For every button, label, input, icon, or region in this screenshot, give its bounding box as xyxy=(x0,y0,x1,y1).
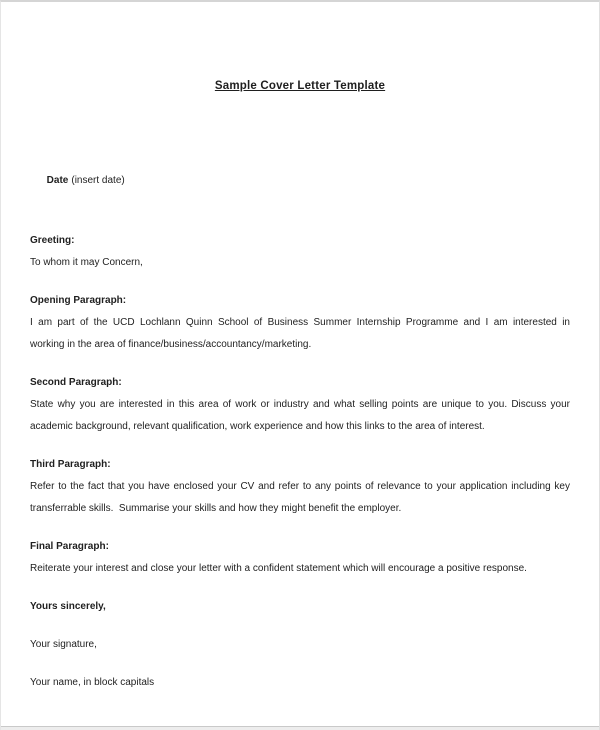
second-paragraph-label: Second Paragraph: xyxy=(30,377,122,388)
second-paragraph-line: State why you are interested in this area of work or industry and what selling points are unique to you. Discuss your xyxy=(30,399,570,410)
date-placeholder: (insert date) xyxy=(71,175,125,186)
third-paragraph-line: Refer to the fact that you have enclosed your CV and refer to any points of relevance to your application including key xyxy=(30,481,570,492)
document-title: Sample Cover Letter Template xyxy=(214,80,386,92)
section-opening-paragraph xyxy=(30,290,570,356)
final-paragraph-label: Final Paragraph: xyxy=(30,541,109,552)
greeting-label: Greeting: xyxy=(30,235,75,246)
closing-name-line: Your name, in block capitals xyxy=(30,677,155,688)
closing-salutation: Yours sincerely, xyxy=(30,601,106,612)
section-second-paragraph xyxy=(30,372,570,438)
section-greeting xyxy=(30,230,570,274)
third-paragraph-label: Third Paragraph: xyxy=(30,459,111,470)
final-paragraph-line: Reiterate your interest and close your letter with a confident statement which will encourage a positive response. xyxy=(30,563,527,574)
opening-paragraph-line: working in the area of finance/business/accountancy/marketing. xyxy=(30,339,312,350)
closing-signature-section xyxy=(30,634,570,656)
section-third-paragraph xyxy=(30,454,570,520)
date-section xyxy=(30,148,570,214)
closing-name-section xyxy=(30,672,570,694)
closing-signature-line: Your signature, xyxy=(30,639,97,650)
section-final-paragraph xyxy=(30,536,570,580)
closing-salutation-section xyxy=(30,596,570,618)
third-paragraph-line: transferrable skills. Summarise your skills and how they might benefit the employer. xyxy=(30,503,402,514)
date-label: Date xyxy=(46,175,69,186)
date-line xyxy=(30,148,570,214)
greeting-text: To whom it may Concern, xyxy=(30,257,143,268)
second-paragraph-line: academic background, relevant qualification, work experience and how this links to the area of interest. xyxy=(30,421,485,432)
opening-paragraph-line: I am part of the UCD Lochlann Quinn School of Business Summer Internship Programme and I am interested in xyxy=(30,317,570,328)
opening-paragraph-label: Opening Paragraph: xyxy=(30,295,127,306)
page-bottom-edge xyxy=(1,726,599,730)
